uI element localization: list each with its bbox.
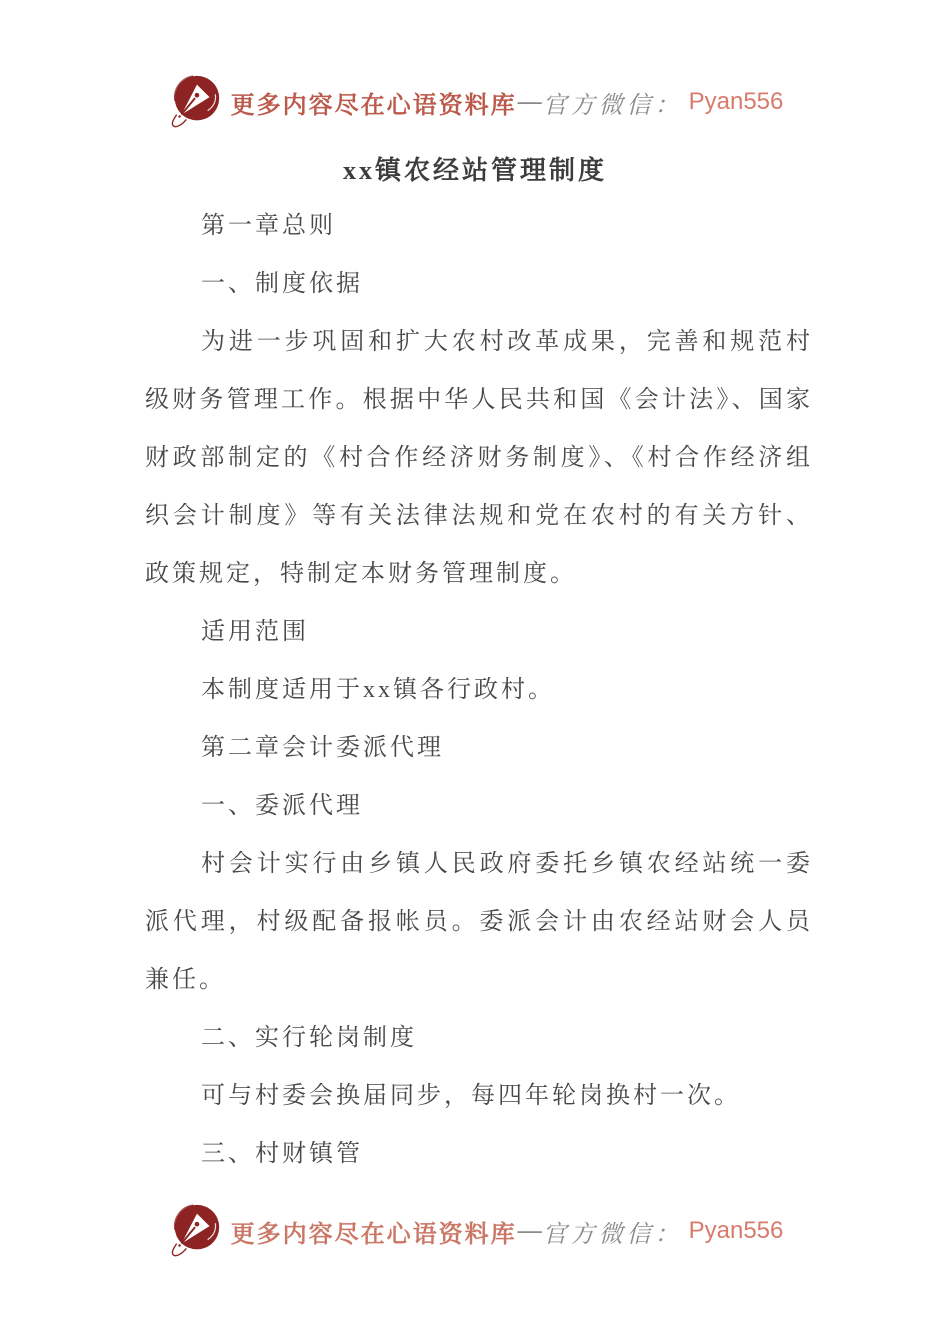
header-wechat-id: Pyan556	[688, 88, 784, 115]
footer-watermark	[0, 1201, 950, 1261]
footer-dash: —	[517, 1217, 542, 1244]
paragraph-scope-body: 本制度适用于xx镇各行政村。	[201, 677, 555, 703]
paragraph-basis-body: 为进一步巩固和扩大农村改革成果，完善和规范村级财务管理工作。根据中华人民共和国《会计法》、国家财政部制定的《村合作经济财务制度》、《村合作经济组织会计制度》等有关法律法规和党在农村的有关方针、政策规定，特制定本财务管理制度。	[145, 329, 813, 587]
header-wechat-label: 官方微信：	[542, 92, 683, 119]
paragraph-rotation-body: 可与村委会换届同步，每四年轮岗换村一次。	[201, 1083, 741, 1109]
footer-wechat-id: Pyan556	[688, 1217, 784, 1244]
document-body	[145, 197, 813, 1183]
footer-brand-text: 更多内容尽在心语资料库	[230, 1221, 517, 1248]
paragraph-chapter1-heading: 第一章总则	[201, 213, 336, 239]
header-dash: —	[517, 88, 542, 115]
header-brand-text: 更多内容尽在心语资料库	[230, 92, 517, 119]
paragraph-chapter2-heading: 第二章会计委派代理	[201, 735, 444, 761]
paragraph-item1-heading: 一、制度依据	[201, 271, 363, 297]
paragraph-village-finance-heading: 三、村财镇管	[201, 1141, 363, 1167]
paragraph-delegate-body: 村会计实行由乡镇人民政府委托乡镇农经站统一委派代理，村级配备报帐员。委派会计由农经站财会人员兼任。	[145, 851, 813, 993]
pen-logo-icon	[167, 1201, 225, 1261]
paragraph-delegate-heading: 一、委派代理	[201, 793, 363, 819]
header-watermark	[0, 72, 950, 132]
paragraph-scope-heading: 适用范围	[201, 619, 309, 645]
document-title: xx镇农经站管理制度	[342, 156, 607, 185]
paragraph-rotation-heading: 二、实行轮岗制度	[201, 1025, 417, 1051]
footer-wechat-label: 官方微信：	[542, 1221, 683, 1248]
pen-logo-icon	[167, 72, 225, 132]
